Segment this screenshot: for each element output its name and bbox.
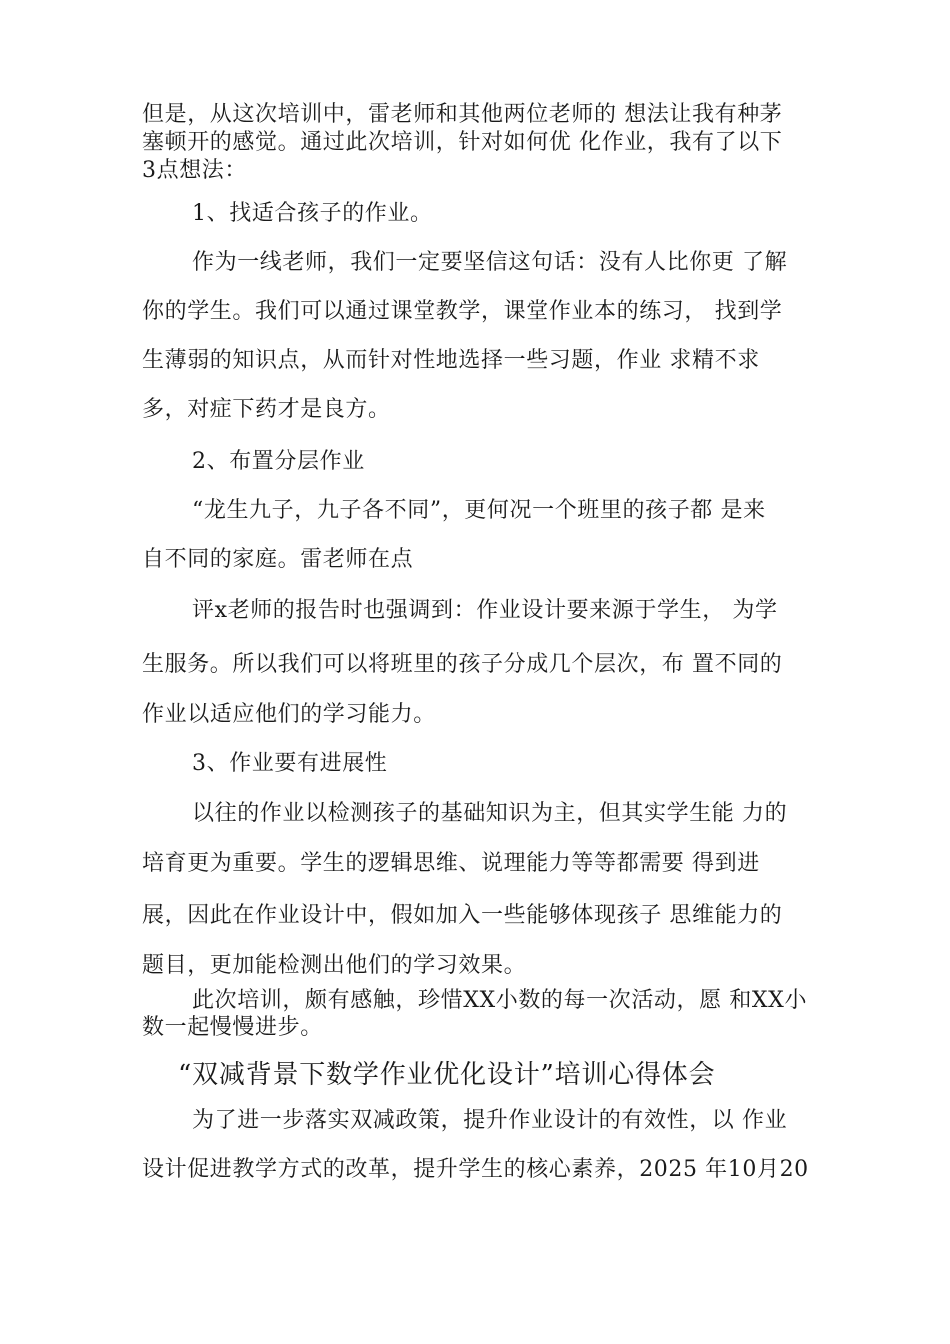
- paragraph-line: 为了进一步落实双减政策，提升作业设计的有效性，以 作业: [192, 1108, 788, 1133]
- document-title: “双减背景下数学作业优化设计”培训心得体会: [178, 1060, 716, 1090]
- paragraph-line: 作为一线老师，我们一定要坚信这句话：没有人比你更 了解: [192, 250, 788, 275]
- paragraph-line: 生薄弱的知识点，从而针对性地选择一些习题，作业 求精不求: [142, 348, 760, 373]
- section-heading: 1、找适合孩子的作业。: [192, 201, 433, 226]
- paragraph-line: 培育更为重要。学生的逻辑思维、说理能力等等都需要 得到进: [142, 851, 760, 876]
- section-heading: 2、布置分层作业: [192, 449, 365, 474]
- paragraph-line: 自不同的家庭。雷老师在点: [142, 547, 414, 572]
- paragraph-line: 评x老师的报告时也强调到：作业设计要来源于学生， 为学: [192, 598, 778, 623]
- paragraph-line: “龙生九子，九子各不同”，更何况一个班里的孩子都 是来: [192, 498, 766, 523]
- paragraph-line: 设计促进教学方式的改革，提升学生的核心素养，2025 年10月20: [142, 1157, 809, 1182]
- paragraph-line: 你的学生。我们可以通过课堂教学，课堂作业本的练习， 找到学: [142, 299, 783, 324]
- paragraph-line: 生服务。所以我们可以将班里的孩子分成几个层次，布 置不同的: [142, 652, 783, 677]
- paragraph-line: 塞顿开的感觉。通过此次培训，针对如何优 化作业，我有了以下: [142, 130, 783, 155]
- paragraph-line: 作业以适应他们的学习能力。: [142, 702, 436, 727]
- paragraph-line: 但是，从这次培训中，雷老师和其他两位老师的 想法让我有种茅: [142, 102, 783, 127]
- section-heading: 3、作业要有进展性: [192, 751, 388, 776]
- paragraph-line: 3点想法：: [142, 158, 247, 183]
- paragraph-line: 题目，更加能检测出他们的学习效果。: [142, 953, 527, 978]
- paragraph-line: 以往的作业以检测孩子的基础知识为主，但其实学生能 力的: [192, 801, 788, 826]
- paragraph-line: 数一起慢慢进步。: [142, 1015, 323, 1040]
- paragraph-line: 此次培训，颇有感触，珍惜XX小数的每一次活动，愿 和XX小: [192, 988, 808, 1013]
- paragraph-line: 展，因此在作业设计中，假如加入一些能够体现孩子 思维能力的: [142, 903, 783, 928]
- paragraph-line: 多，对症下药才是良方。: [142, 397, 391, 422]
